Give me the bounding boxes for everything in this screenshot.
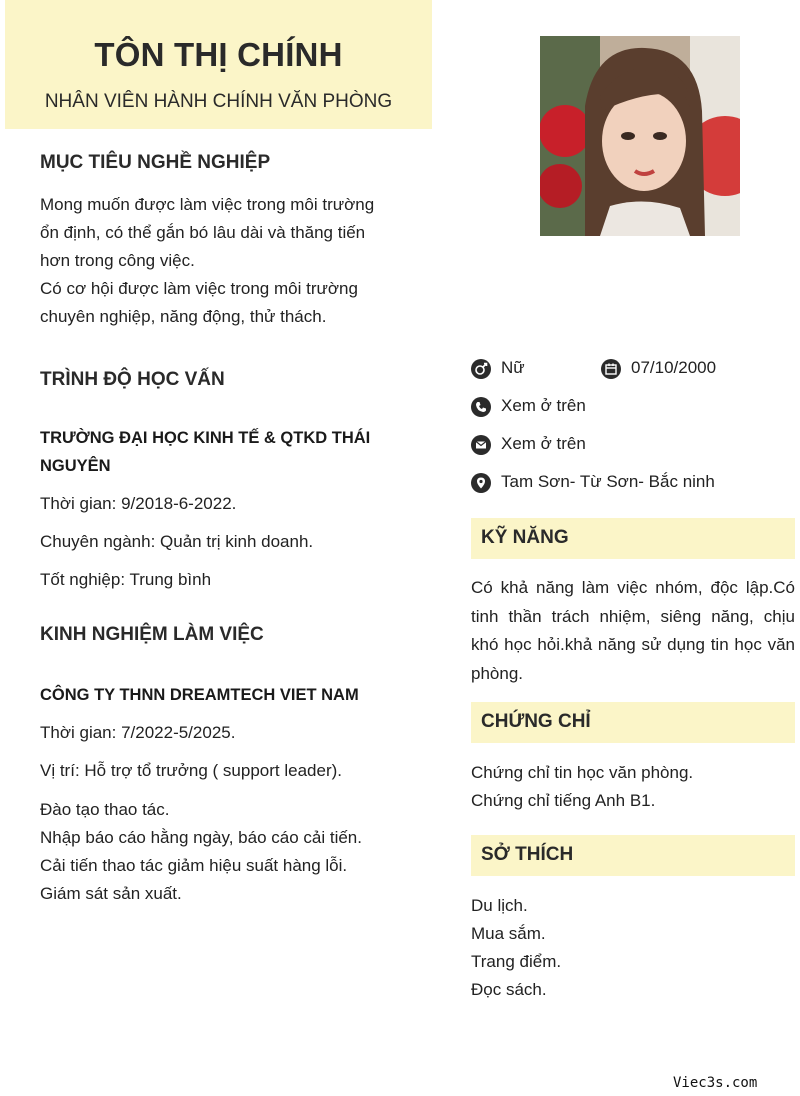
skills-heading: KỸ NĂNG xyxy=(481,527,569,548)
company-name: CÔNG TY THNN DREAMTECH VIET NAM xyxy=(40,686,359,704)
hobbies-list xyxy=(471,892,561,1004)
education-heading: TRÌNH ĐỘ HỌC VẤN xyxy=(40,369,225,390)
experience-time: Thời gian: 7/2022-5/2025. xyxy=(40,723,236,742)
gender-icon xyxy=(471,359,491,379)
experience-heading: KINH NGHIỆM LÀM VIỆC xyxy=(40,624,264,645)
site-watermark: Viec3s.com xyxy=(673,1075,758,1091)
phone-icon xyxy=(471,397,491,417)
objective-line: chuyên nghiệp, năng động, thử thách. xyxy=(40,307,327,326)
duty-item: Cải tiến thao tác giảm hiệu suất hàng lỗi. xyxy=(40,856,348,875)
education-graduation: Tốt nghiệp: Trung bình xyxy=(40,570,212,589)
experience-position: Vị trí: Hỗ trợ tổ trưởng ( support leader). xyxy=(40,761,342,780)
candidate-name: TÔN THỊ CHÍNH xyxy=(94,36,343,73)
skills-text: Có khả năng làm việc nhóm, độc lập.Có tinh thần trách nhiệm, siêng năng, chịu khó học hỏi.khả năng sử dụng tin học văn phòng. xyxy=(471,578,795,683)
certificates-list xyxy=(471,759,693,815)
phone-value: Xem ở trên xyxy=(501,396,586,415)
objective-line: ổn định, có thể gắn bó lâu dài và thăng tiến xyxy=(40,223,366,242)
certificates-band xyxy=(471,702,795,743)
duty-item: Đào tạo thao tác. xyxy=(40,800,170,819)
duty-item: Nhập báo cáo hằng ngày, báo cáo cải tiến. xyxy=(40,828,362,847)
hobby-item: Du lịch. xyxy=(471,896,528,915)
objective-line: Mong muốn được làm việc trong môi trường xyxy=(40,195,375,214)
gender-value: Nữ xyxy=(501,358,525,377)
objective-heading: MỤC TIÊU NGHỀ NGHIỆP xyxy=(40,152,271,173)
dob-value: 07/10/2000 xyxy=(631,358,717,377)
skills-band xyxy=(471,518,795,559)
objective-line: hơn trong công việc. xyxy=(40,251,195,270)
calendar-icon xyxy=(601,359,621,379)
hobby-item: Đọc sách. xyxy=(471,980,547,999)
objective-line: Có cơ hội được làm việc trong môi trường xyxy=(40,279,358,298)
hobby-item: Trang điểm. xyxy=(471,952,562,971)
education-time: Thời gian: 9/2018-6-2022. xyxy=(40,494,237,513)
certificate-item: Chứng chỉ tin học văn phòng. xyxy=(471,763,694,782)
email-icon xyxy=(471,435,491,455)
hobbies-band xyxy=(471,835,795,876)
school-name-line: NGUYÊN xyxy=(40,457,111,475)
job-title: NHÂN VIÊN HÀNH CHÍNH VĂN PHÒNG xyxy=(44,91,393,112)
hobby-item: Mua sắm. xyxy=(471,924,546,943)
duty-item: Giám sát sản xuất. xyxy=(40,884,182,903)
email-value: Xem ở trên xyxy=(501,434,586,453)
education-major: Chuyên ngành: Quản trị kinh doanh. xyxy=(40,532,314,551)
hobbies-heading: SỞ THÍCH xyxy=(481,844,574,865)
school-name xyxy=(40,424,400,480)
experience-duties xyxy=(40,796,400,908)
certificates-heading: CHỨNG CHỈ xyxy=(481,711,591,732)
profile-photo xyxy=(540,36,740,236)
location-icon xyxy=(471,473,491,493)
certificate-item: Chứng chỉ tiếng Anh B1. xyxy=(471,791,656,810)
address-value: Tam Sơn- Từ Sơn- Bắc ninh xyxy=(501,472,715,491)
school-name-line: TRƯỜNG ĐẠI HỌC KINH TẾ & QTKD THÁI xyxy=(40,429,371,447)
objective-text xyxy=(40,191,400,331)
